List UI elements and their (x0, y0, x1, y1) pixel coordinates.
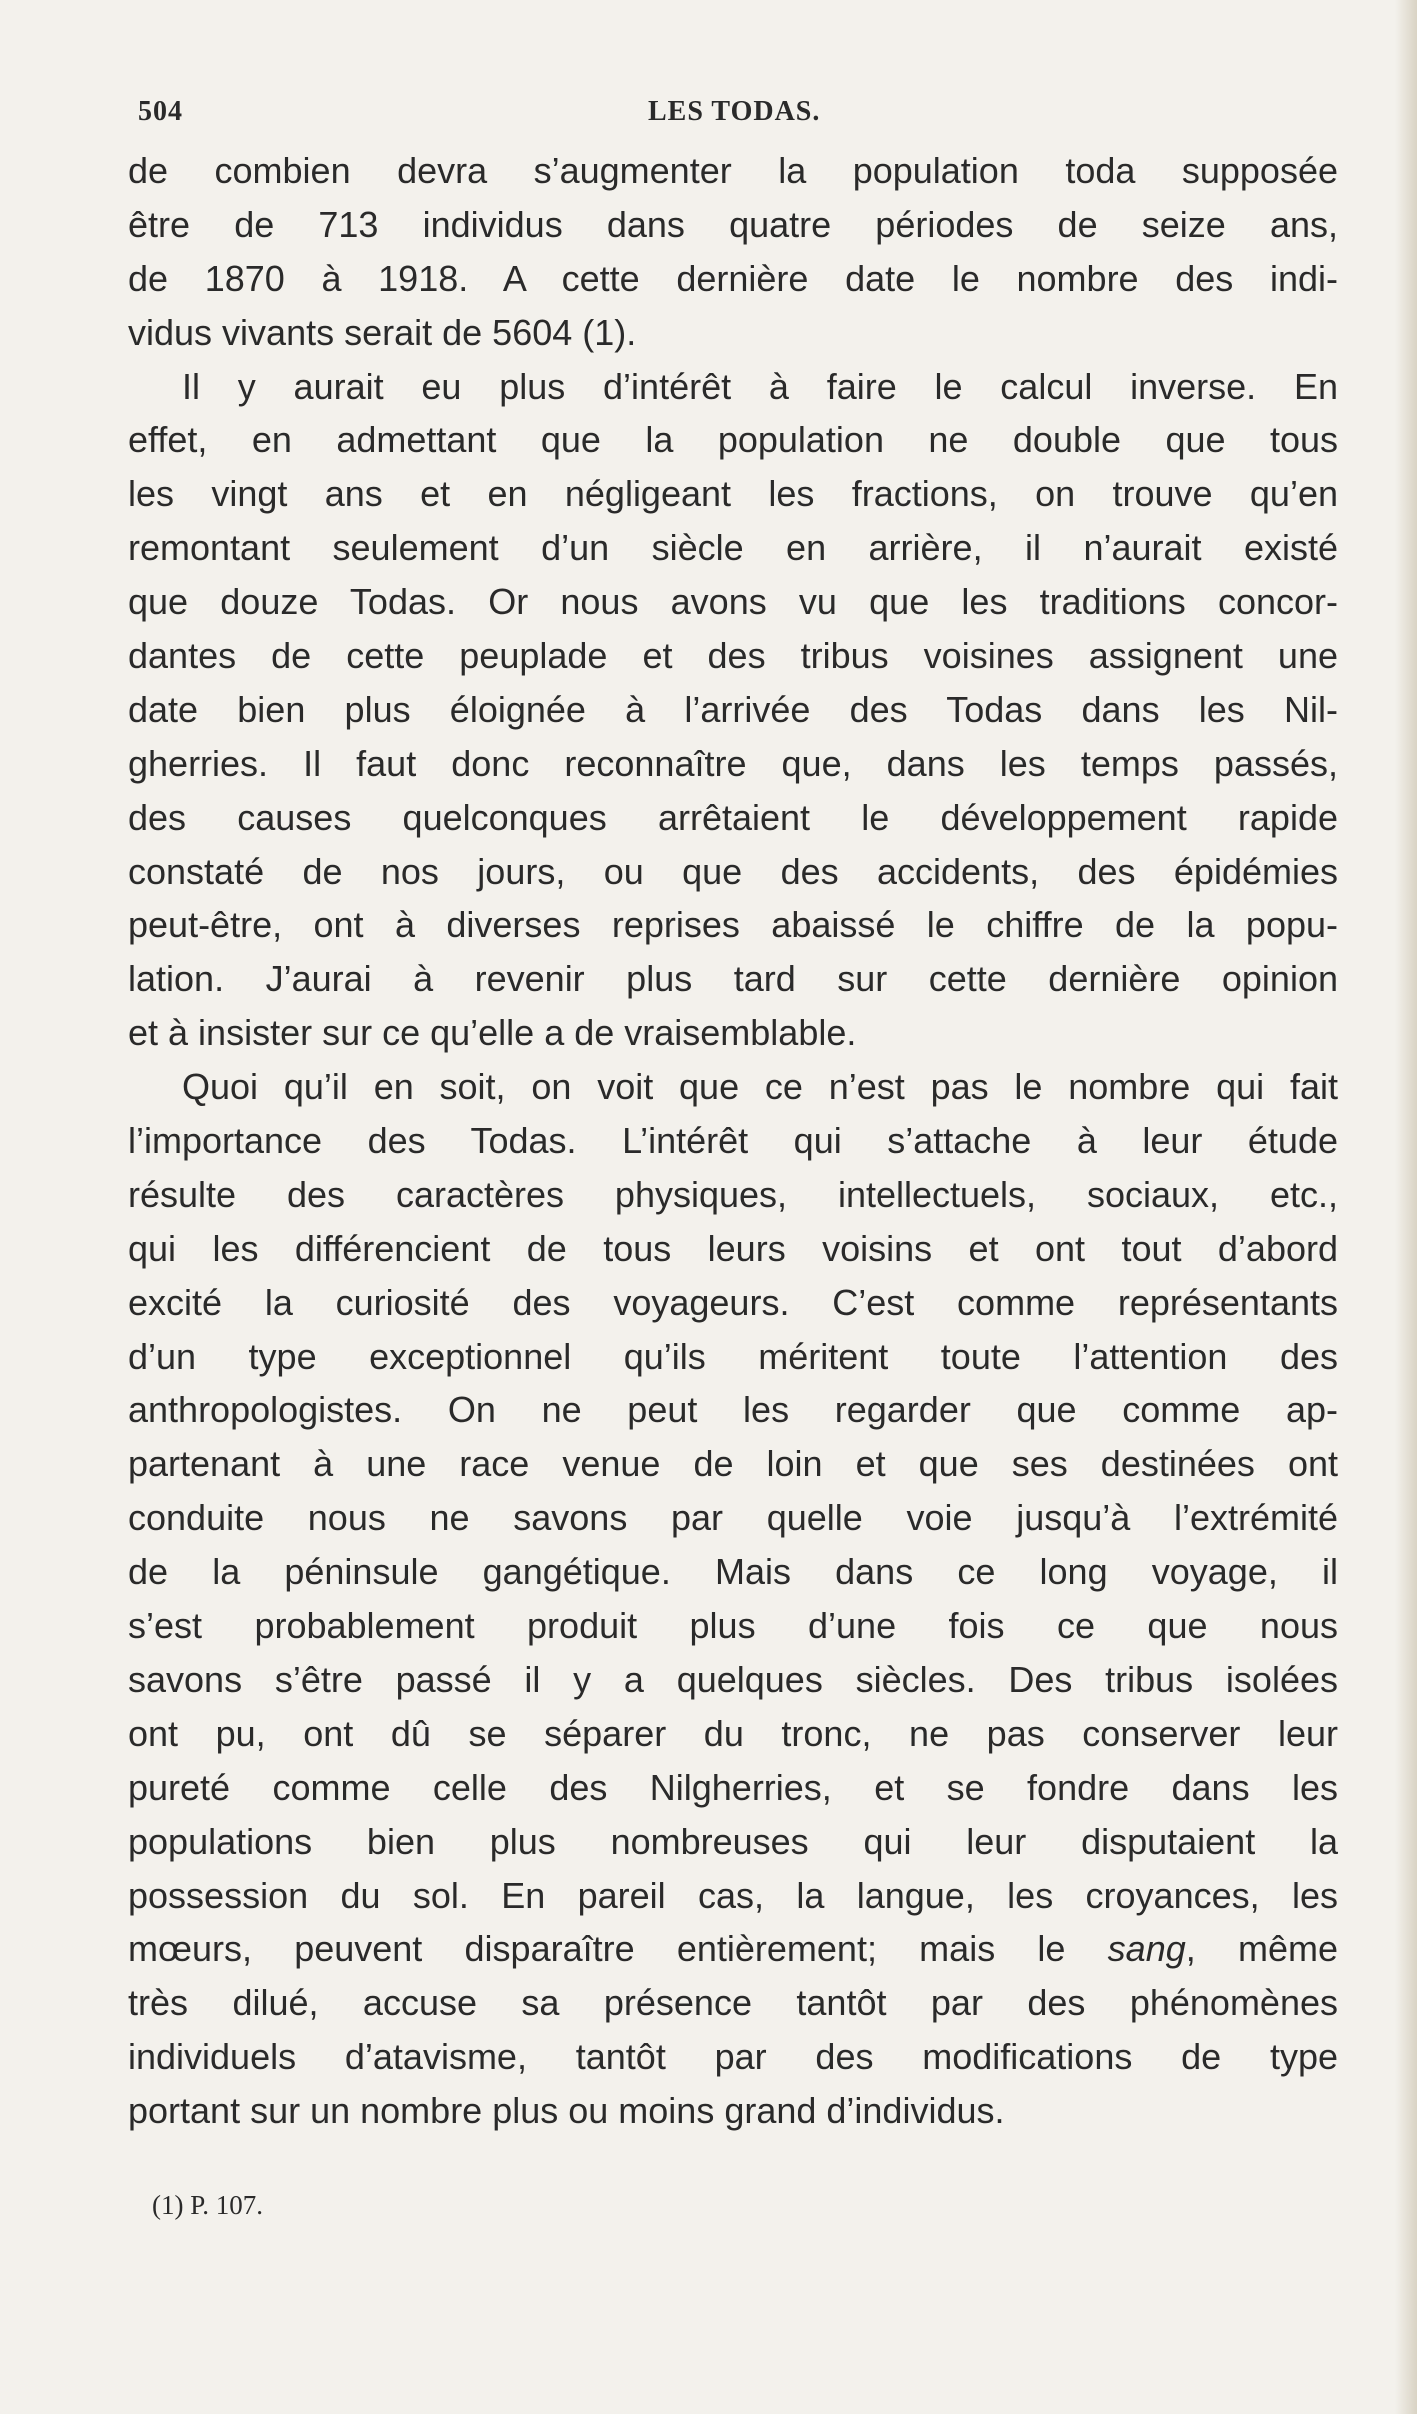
text-line: ont pu, ont dû se séparer du tronc, ne pas conserver leur (128, 1712, 1338, 1754)
text-line: constaté de nos jours, ou que des accidents, des épidémies (128, 850, 1338, 892)
text-line: lation. J’aurai à revenir plus tard sur cette dernière opinion (128, 958, 1338, 1000)
text-line: dantes de cette peuplade et des tribus voisines assignent une (128, 635, 1338, 677)
text-line: très dilué, accuse sa présence tantôt par des phénomènes (128, 1982, 1338, 2024)
text-line: l’importance des Todas. L’intérêt qui s’attache à leur étude (128, 1120, 1338, 1162)
text-line: résulte des caractères physiques, intellectuels, sociaux, etc., (128, 1173, 1338, 1215)
text-line: les vingt ans et en négligeant les fractions, on trouve qu’en (128, 473, 1338, 515)
text-line: que douze Todas. Or nous avons vu que les traditions concor- (128, 581, 1338, 623)
text-line: savons s’être passé il y a quelques siècles. Des tribus isolées (128, 1658, 1338, 1700)
text-line: d’un type exceptionnel qu’ils méritent toute l’attention des (128, 1335, 1338, 1377)
text-line: Quoi qu’il en soit, on voit que ce n’est pas le nombre qui fait (182, 1066, 1338, 1108)
footnote: (1) P. 107. (152, 2190, 264, 2220)
text-line: s’est probablement produit plus d’une fois ce que nous (128, 1605, 1338, 1647)
book-page (128, 96, 1338, 2138)
page-number: 504 (138, 96, 183, 127)
text-line: de combien devra s’augmenter la population toda supposée (128, 150, 1338, 191)
text-line: effet, en admettant que la population ne double que tous (128, 419, 1338, 461)
italic-word: sang (1107, 1928, 1186, 1970)
text-line: de la péninsule gangétique. Mais dans ce long voyage, il (128, 1551, 1338, 1593)
text-line: individuels d’atavisme, tantôt par des modifications de type (128, 2036, 1338, 2078)
text-line: des causes quelconques arrêtaient le développement rapide (128, 796, 1338, 838)
text-line-with-italic (128, 1922, 1338, 1976)
text-line: anthropologistes. On ne peut les regarder que comme ap- (128, 1389, 1338, 1431)
page-edge-shadow (1395, 0, 1417, 2414)
text-line: qui les différencient de tous leurs voisins et ont tout d’abord (128, 1227, 1338, 1269)
text-line: conduite nous ne savons par quelle voie jusqu’à l’extrémité (128, 1497, 1338, 1539)
text-line: et à insister sur ce qu’elle a de vraisemblable. (128, 1012, 857, 1054)
text-line: peut-être, ont à diverses reprises abaissé le chiffre de la popu- (128, 904, 1338, 946)
text-line: date bien plus éloignée à l’arrivée des Todas dans les Nil- (128, 688, 1338, 730)
running-title: LES TODAS. (648, 96, 821, 127)
text-line: portant sur un nombre plus ou moins grand d’individus. (128, 2090, 1005, 2132)
text-line: gherries. Il faut donc reconnaître que, dans les temps passés, (128, 742, 1338, 784)
text-line: populations bien plus nombreuses qui leur disputaient la (128, 1820, 1338, 1862)
text-line: pureté comme celle des Nilgherries, et se fondre dans les (128, 1766, 1338, 1808)
text-line: être de 713 individus dans quatre périodes de seize ans, (128, 203, 1338, 245)
body-text (128, 144, 1338, 2138)
text-line: partenant à une race venue de loin et que ses destinées ont (128, 1443, 1338, 1485)
text-line: Il y aurait eu plus d’intérêt à faire le calcul inverse. En (182, 365, 1338, 407)
text-line: possession du sol. En pareil cas, la langue, les croyances, les (128, 1874, 1338, 1916)
page-header (128, 96, 1338, 144)
text-line: vidus vivants serait de 5604 (1). (128, 311, 637, 353)
text-line: excité la curiosité des voyageurs. C’est comme représentants (128, 1281, 1338, 1323)
text-line: remontant seulement d’un siècle en arrière, il n’aurait existé (128, 527, 1338, 569)
text-line: de 1870 à 1918. A cette dernière date le nombre des indi- (128, 257, 1338, 299)
text-segment: , même (1185, 1928, 1338, 1970)
text-segment: mœurs, peuvent disparaître entièrement; mais le (128, 1928, 1108, 1970)
